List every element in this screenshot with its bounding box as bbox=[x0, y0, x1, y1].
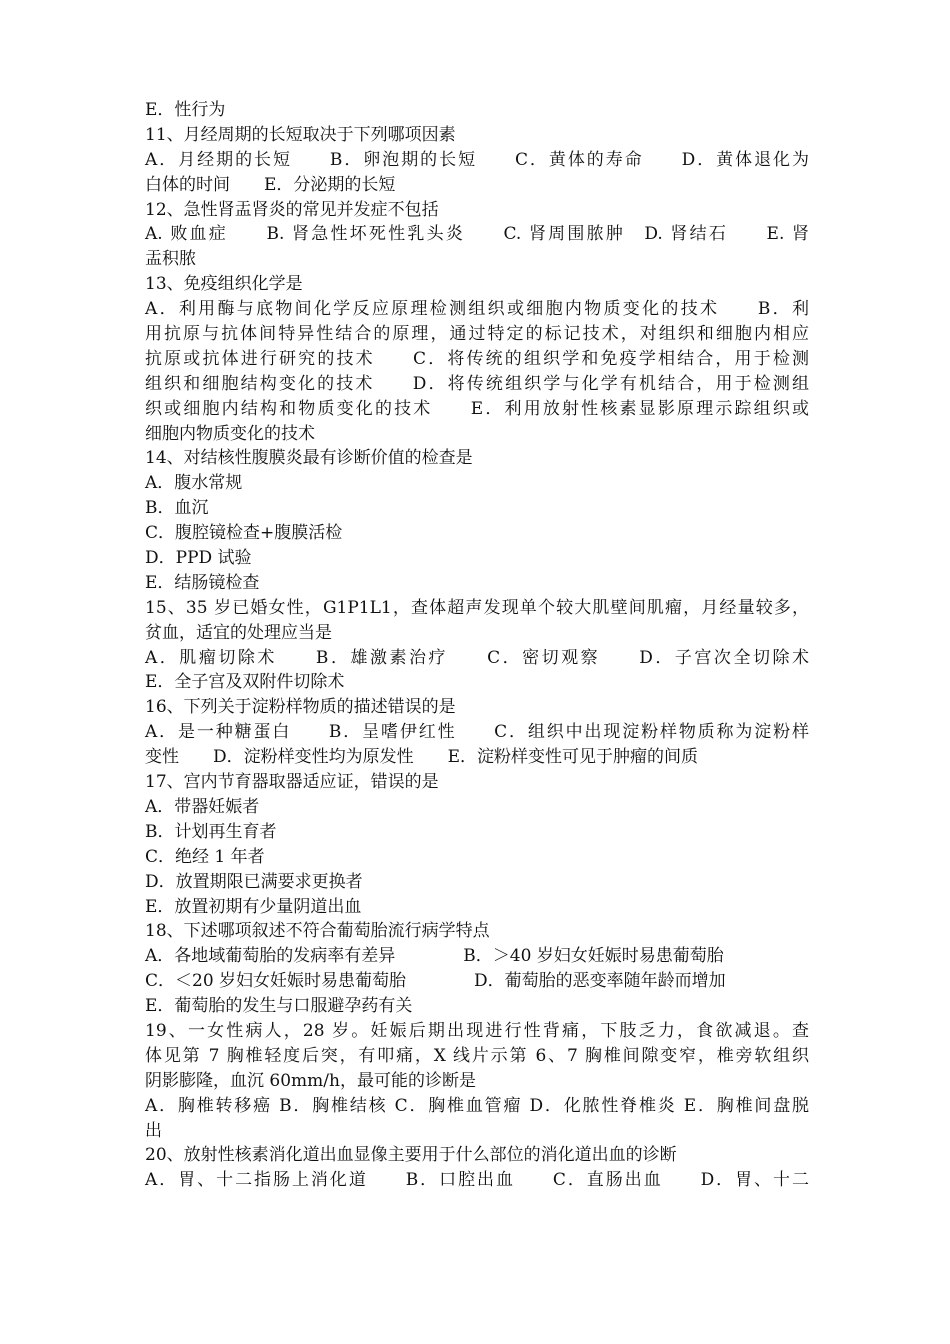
question-19-cont: 体见第 7 胸椎轻度后突，有叩痛，X 线片示第 6、7 胸椎间隙变窄，椎旁软组织 bbox=[145, 1045, 809, 1066]
options-line: A．是一种糖蛋白 B．呈嗜伊红性 C．组织中出现淀粉样物质称为淀粉样 bbox=[145, 722, 809, 743]
options-line: A．肌瘤切除术 B．雄激素治疗 C．密切观察 D．子宫次全切除术 bbox=[145, 647, 809, 668]
option-c: C．绝经 1 年者 bbox=[145, 846, 265, 867]
options-line: A．胃、十二指肠上消化道 B．口腔出血 C．直肠出血 D．胃、十二 bbox=[145, 1170, 809, 1191]
options-line: 组织和细胞结构变化的技术 D．将传统组织学与化学有机结合，用于检测组 bbox=[145, 373, 809, 394]
options-line: C．＜20 岁妇女妊娠时易患葡萄胎 D．葡萄胎的恶变率随年龄而增加 bbox=[145, 971, 726, 992]
option-b: B．计划再生育者 bbox=[145, 821, 277, 842]
question-15: 15、35 岁已婚女性，G1P1L1，查体超声发现单个较大肌壁间肌瘤，月经量较多， bbox=[145, 597, 809, 618]
question-17: 17、宫内节育器取器适应证，错误的是 bbox=[145, 772, 439, 793]
options-line: 细胞内物质变化的技术 bbox=[145, 423, 315, 444]
options-line: 织或细胞内结构和物质变化的技术 E．利用放射性核素显影原理示踪组织或 bbox=[145, 398, 809, 419]
options-line: A．胸椎转移癌 B．胸椎结核 C．胸椎血管瘤 D．化脓性脊椎炎 E．胸椎间盘脱 bbox=[145, 1095, 809, 1116]
options-line: A．利用酶与底物间化学反应原理检测组织或细胞内物质变化的技术 B．利 bbox=[145, 299, 809, 320]
question-19: 19、一女性病人，28 岁。妊娠后期出现进行性背痛，下肢乏力，食欲减退。查 bbox=[145, 1020, 809, 1041]
question-13: 13、免疫组织化学是 bbox=[145, 274, 303, 295]
option-a: A．带器妊娠者 bbox=[145, 796, 260, 817]
question-19-cont: 阴影膨隆，血沉 60mm/h，最可能的诊断是 bbox=[145, 1070, 476, 1091]
options-line: 用抗原与抗体间特异性结合的原理，通过特定的标记技术，对组织和细胞内相应 bbox=[145, 324, 809, 345]
options-line: A. 败血症 B. 肾急性坏死性乳头炎 C. 肾周围脓肿 D. 肾结石 E. 肾 bbox=[145, 224, 809, 245]
question-11: 11、月经周期的长短取决于下列哪项因素 bbox=[145, 124, 456, 145]
question-14: 14、对结核性腹膜炎最有诊断价值的检查是 bbox=[145, 448, 473, 469]
option-d: D．放置期限已满要求更换者 bbox=[145, 871, 363, 892]
options-line: E．全子宫及双附件切除术 bbox=[145, 672, 345, 693]
question-16: 16、下列关于淀粉样物质的描述错误的是 bbox=[145, 697, 456, 718]
document-body bbox=[145, 98, 809, 1193]
options-line: E．葡萄胎的发生与口服避孕药有关 bbox=[145, 996, 413, 1017]
text-line: E．性行为 bbox=[145, 100, 226, 120]
question-15-cont: 贫血，适宜的处理应当是 bbox=[145, 622, 332, 643]
option-b: B．血沉 bbox=[145, 498, 209, 519]
option-c: C．腹腔镜检查+腹膜活检 bbox=[145, 523, 343, 544]
question-12: 12、急性肾盂肾炎的常见并发症不包括 bbox=[145, 199, 439, 220]
options-line: 抗原或抗体进行研究的技术 C．将传统的组织学和免疫学相结合，用于检测 bbox=[145, 348, 809, 369]
options-line: 盂积脓 bbox=[145, 249, 196, 270]
option-d: D．PPD 试验 bbox=[145, 548, 252, 569]
options-line: A．各地域葡萄胎的发病率有差异 B．＞40 岁妇女妊娠时易患葡萄胎 bbox=[145, 946, 724, 967]
option-a: A．腹水常规 bbox=[145, 473, 243, 494]
options-line: 变性 D．淀粉样变性均为原发性 E．淀粉样变性可见于肿瘤的间质 bbox=[145, 747, 699, 768]
question-18: 18、下述哪项叙述不符合葡萄胎流行病学特点 bbox=[145, 921, 490, 942]
options-line: A．月经期的长短 B．卵泡期的长短 C．黄体的寿命 D．黄体退化为 bbox=[145, 149, 809, 170]
question-20: 20、放射性核素消化道出血显像主要用于什么部位的消化道出血的诊断 bbox=[145, 1145, 677, 1166]
options-line: 白体的时间 E．分泌期的长短 bbox=[145, 174, 396, 195]
option-e: E．放置初期有少量阴道出血 bbox=[145, 896, 362, 917]
options-line: 出 bbox=[145, 1120, 162, 1141]
option-e: E．结肠镜检查 bbox=[145, 572, 260, 593]
